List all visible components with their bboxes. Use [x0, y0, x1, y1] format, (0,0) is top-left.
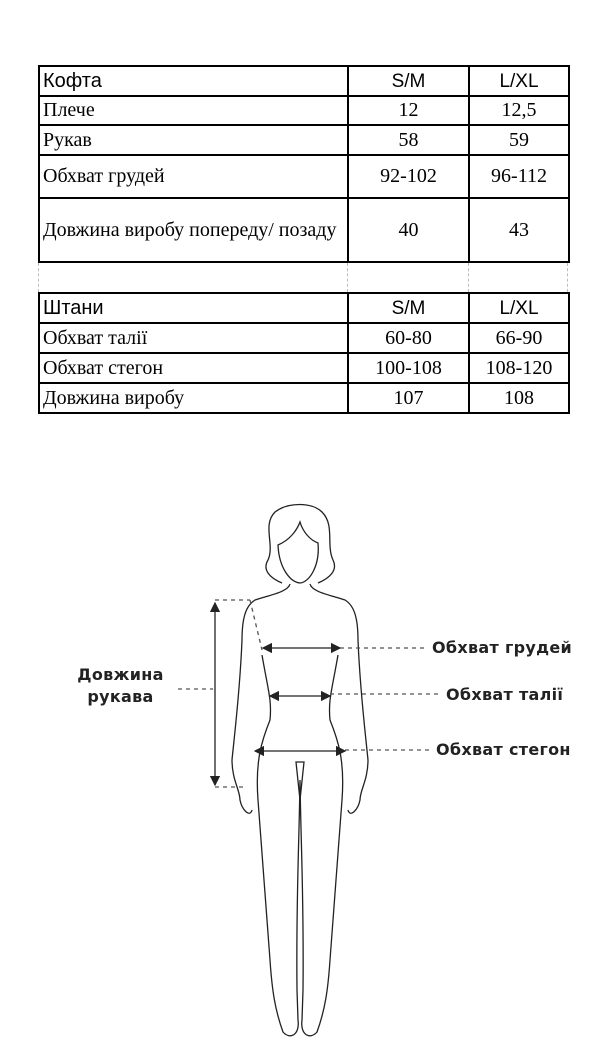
face-outline	[278, 522, 318, 583]
row-label: Рукав	[39, 125, 348, 155]
cell: 108	[469, 383, 569, 413]
cell: 59	[469, 125, 569, 155]
cell: 66-90	[469, 323, 569, 353]
sleeve-length-label	[68, 664, 173, 708]
header-cell: L/XL	[469, 293, 569, 323]
row-label: Плече	[39, 96, 348, 125]
cell: 40	[348, 198, 469, 262]
header-cell: L/XL	[469, 66, 569, 96]
header-cell: Штани	[39, 293, 348, 323]
cell: 96-112	[469, 155, 569, 198]
torso-outline	[257, 655, 342, 1036]
cell: 107	[348, 383, 469, 413]
cell: 60-80	[348, 323, 469, 353]
cell: 12,5	[469, 96, 569, 125]
hips-label: Обхват стегон	[436, 740, 571, 759]
cell: 58	[348, 125, 469, 155]
cell: 43	[469, 198, 569, 262]
hair-outline	[266, 505, 335, 584]
row-label: Обхват стегон	[39, 353, 348, 383]
dashed-guides	[178, 600, 440, 787]
waist-label: Обхват талії	[446, 685, 564, 704]
cell: 100-108	[348, 353, 469, 383]
row-label: Довжина виробу попереду/ позаду	[39, 198, 348, 262]
row-label: Обхват грудей	[39, 155, 348, 198]
row-label: Обхват талії	[39, 323, 348, 353]
row-label: Довжина виробу	[39, 383, 348, 413]
label-line: Довжина	[77, 665, 164, 684]
cell: 92-102	[348, 155, 469, 198]
cell: 108-120	[469, 353, 569, 383]
chest-label: Обхват грудей	[432, 638, 572, 657]
header-cell: S/M	[348, 293, 469, 323]
header-cell: S/M	[348, 66, 469, 96]
header-cell: Кофта	[39, 66, 348, 96]
body-outline	[232, 584, 368, 813]
label-line: рукава	[87, 687, 154, 706]
cell: 12	[348, 96, 469, 125]
